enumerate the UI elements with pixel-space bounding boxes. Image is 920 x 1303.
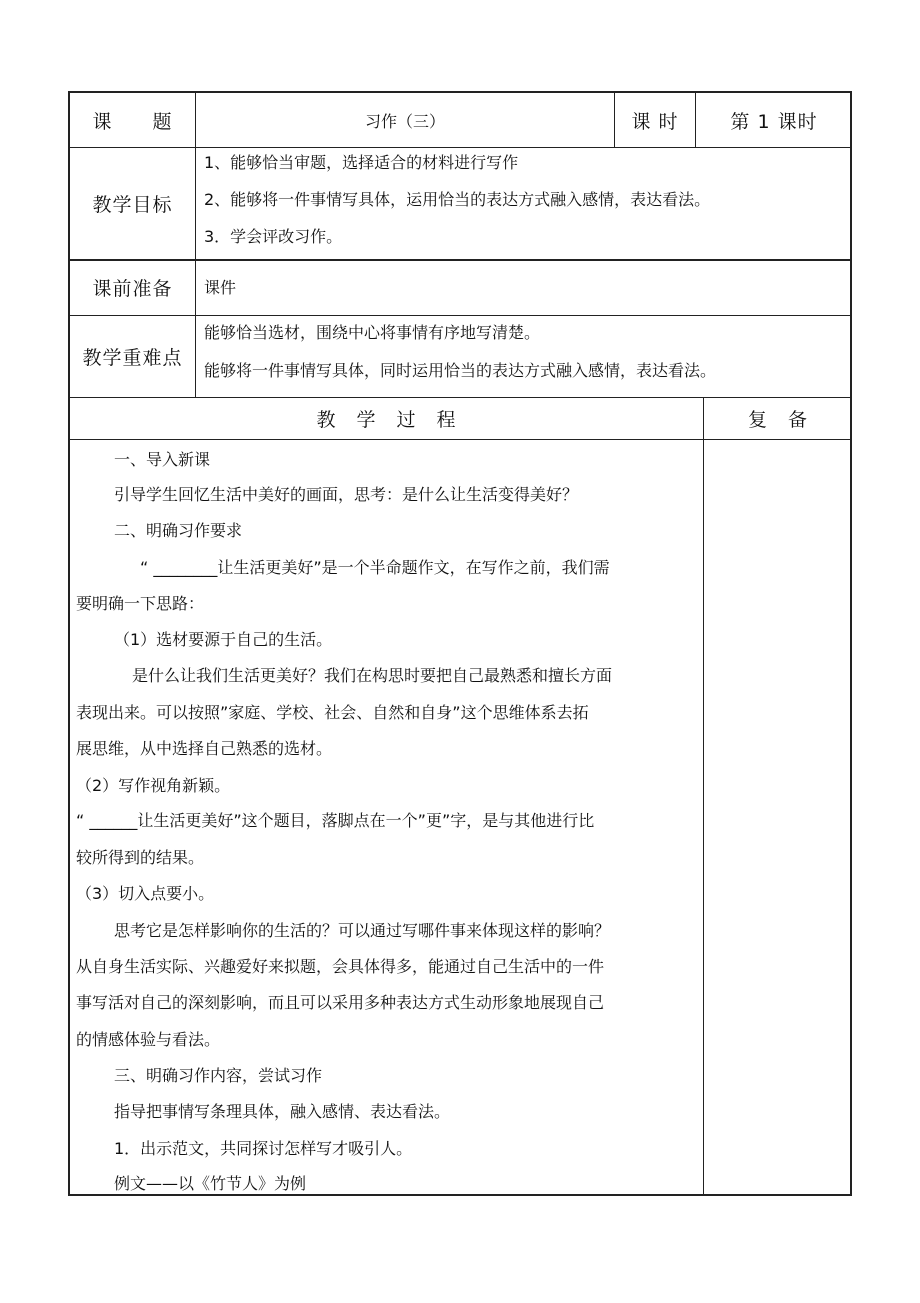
process-line: （1）选材要源于自己的生活。 [114, 630, 333, 649]
keypoints-label: 教学重难点 [82, 347, 183, 369]
process-line: “ ______让生活更美好”这个题目，落脚点在一个”更”字，是与其他进行比 [76, 811, 595, 830]
process-line: 表现出来。可以按照”家庭、学校、社会、自然和自身”这个思维体系去拓 [76, 703, 589, 722]
process-line: 较所得到的结果。 [76, 848, 205, 867]
process-line: 一、导入新课 [114, 450, 211, 469]
period-label: 课 时 [631, 110, 679, 133]
goal-item: 3．学会评改习作。 [204, 227, 343, 246]
process-line: （3）切入点要小。 [76, 884, 215, 903]
review-title: 复 备 [747, 409, 808, 431]
topic-value: 习作（三） [364, 111, 445, 131]
goals-label: 教学目标 [92, 194, 173, 216]
goal-item: 2、能够将一件事情写具体，运用恰当的表达方式融入感情，表达看法。 [204, 190, 711, 209]
goal-item: 1、能够恰当审题，选择适合的材料进行写作 [204, 153, 519, 172]
process-line: 从自身生活实际、兴趣爱好来拟题，会具体得多，能通过自己生活中的一件 [76, 957, 605, 976]
process-line: 三、明确习作内容，尝试习作 [114, 1066, 323, 1085]
period-value: 第 1 课时 [730, 110, 818, 133]
prep-label: 课前准备 [92, 278, 173, 300]
process-line: 指导把事情写条理具体，融入感情、表达看法。 [114, 1102, 451, 1121]
process-line: 是什么让我们生活更美好？我们在构思时要把自己最熟悉和擅长方面 [132, 666, 613, 685]
keypoint-item: 能够将一件事情写具体，同时运用恰当的表达方式融入感情，表达看法。 [204, 361, 717, 380]
process-line: （2）写作视角新颖。 [76, 776, 231, 795]
topic-label: 课 题 [92, 110, 173, 133]
process-line: 的情感体验与看法。 [76, 1030, 221, 1049]
process-line: 事写活对自己的深刻影响，而且可以采用多种表达方式生动形象地展现自己 [76, 993, 605, 1012]
col-divider [703, 397, 704, 1196]
process-line: 1．出示范文，共同探讨怎样写才吸引人。 [114, 1139, 413, 1158]
process-line: 展思维，从中选择自己熟悉的选材。 [76, 739, 333, 758]
process-line: 引导学生回忆生活中美好的画面，思考：是什么让生活变得美好？ [114, 485, 579, 504]
process-line: 例文——以《竹节人》为例 [114, 1174, 307, 1193]
process-line: 思考它是怎样影响你的生活的？可以通过写哪件事来体现这样的影响？ [114, 921, 611, 940]
process-line: 二、明确习作要求 [114, 521, 243, 540]
lesson-plan-table [68, 91, 852, 1196]
process-title: 教 学 过 程 [316, 409, 457, 431]
process-line: “ ________让生活更美好”是一个半命题作文，在写作之前，我们需 [140, 558, 610, 577]
prep-value: 课件 [204, 278, 237, 297]
keypoint-item: 能够恰当选材，围绕中心将事情有序地写清楚。 [204, 323, 541, 342]
process-line: 要明确一下思路： [76, 594, 205, 613]
row-divider [70, 439, 850, 440]
